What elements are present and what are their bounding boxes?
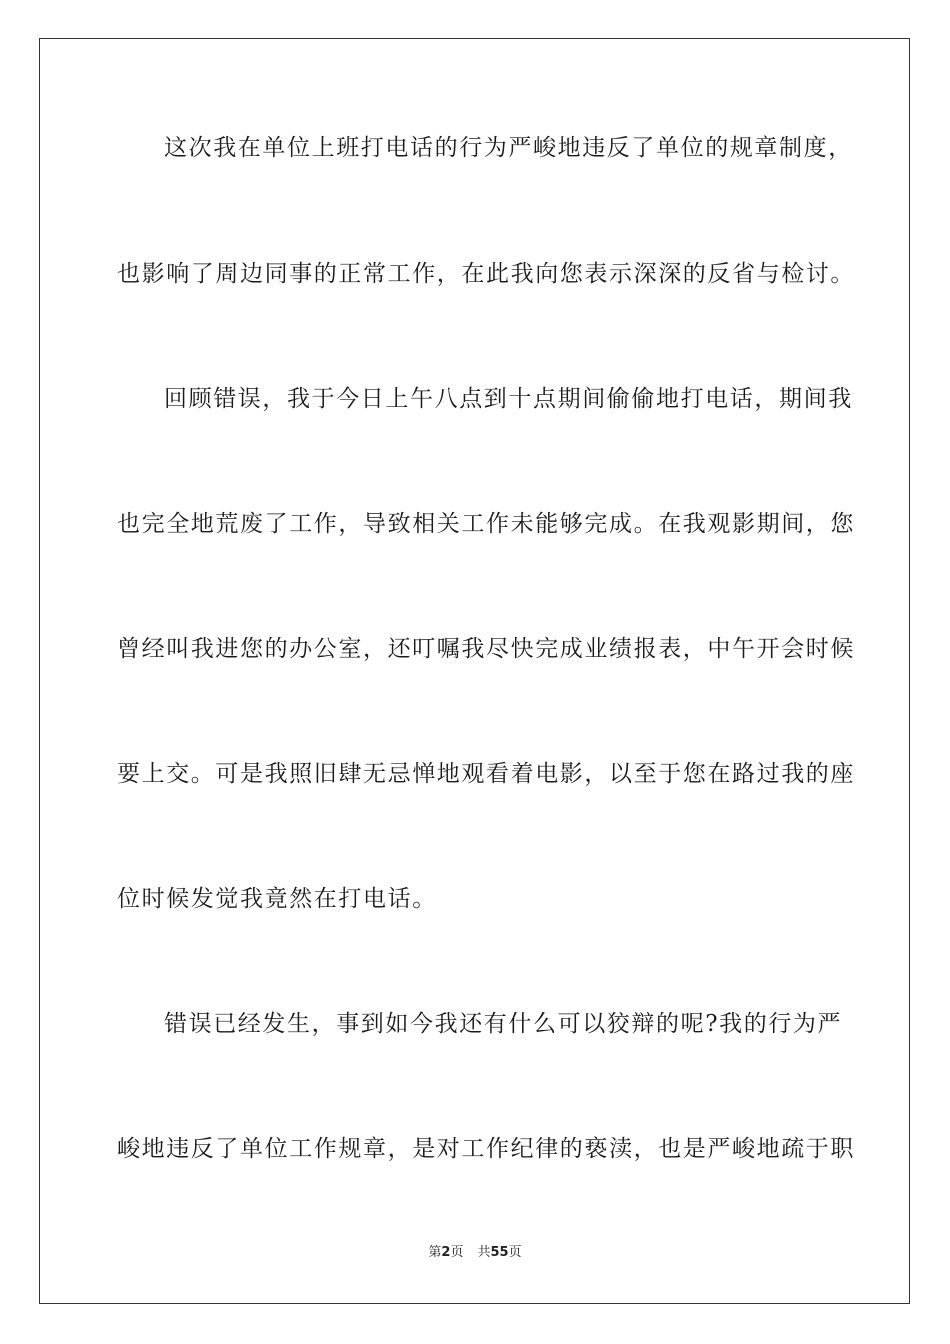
paragraph-3-line-2: 峻地违反了单位工作规章，是对工作纪律的亵渎，也是严峻地疏于职 bbox=[117, 1136, 855, 1162]
page-prefix: 第 bbox=[428, 1245, 442, 1260]
total-pages: 55 bbox=[490, 1245, 509, 1260]
page-border bbox=[39, 38, 910, 1304]
paragraph-2-line-4: 要上交。可是我照旧肆无忌惮地观看着电影，以至于您在路过我的座 bbox=[117, 761, 855, 787]
page-suffix: 页 bbox=[450, 1245, 464, 1260]
paragraph-1-line-1: 这次我在单位上班打电话的行为严峻地违反了单位的规章制度， bbox=[164, 135, 853, 161]
total-suffix: 页 bbox=[508, 1245, 522, 1260]
paragraph-2-line-3: 曾经叫我进您的办公室，还叮嘱我尽快完成业绩报表，中午开会时候 bbox=[117, 636, 855, 662]
paragraph-2-line-1: 回顾错误，我于今日上午八点到十点期间偷偷地打电话，期间我 bbox=[164, 386, 853, 412]
paragraph-2-line-5: 位时候发觉我竟然在打电话。 bbox=[117, 886, 437, 912]
paragraph-2-line-2: 也完全地荒废了工作，导致相关工作未能够完成。在我观影期间，您 bbox=[117, 511, 855, 537]
total-prefix: 共 bbox=[477, 1245, 491, 1260]
page-number: 2 bbox=[441, 1245, 451, 1260]
paragraph-3-line-1: 错误已经发生，事到如今我还有什么可以狡辩的呢?我的行为严 bbox=[164, 1011, 843, 1037]
page-footer bbox=[0, 1244, 950, 1262]
paragraph-1-line-2: 也影响了周边同事的正常工作，在此我向您表示深深的反省与检讨。 bbox=[117, 261, 855, 287]
